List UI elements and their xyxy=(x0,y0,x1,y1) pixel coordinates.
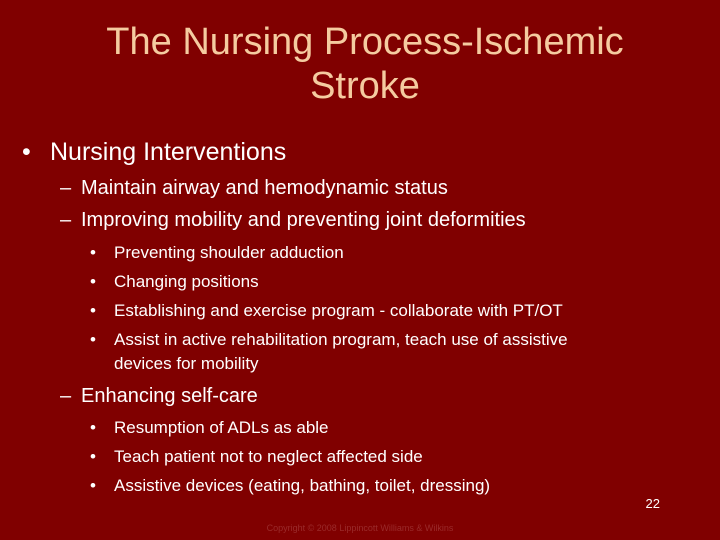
slide-title-line-1: The Nursing Process-Ischemic xyxy=(106,21,624,63)
dash-marker: – xyxy=(60,209,72,231)
bullet-marker: • xyxy=(90,301,96,320)
sub-item-text: Improving mobility and preventing joint deformities xyxy=(81,209,526,231)
slide-title-line-2: Stroke xyxy=(310,65,420,107)
bullet-marker: • xyxy=(90,272,96,291)
bullet-marker: • xyxy=(22,138,31,166)
sub-sub-item-text: Teach patient not to neglect affected side xyxy=(114,447,423,466)
sub-item-text: Enhancing self-care xyxy=(81,385,258,407)
dash-marker: – xyxy=(60,385,72,407)
sub-sub-item-text: Changing positions xyxy=(114,272,259,291)
sub-sub-item-text: Assistive devices (eating, bathing, toilet, dressing) xyxy=(114,476,491,495)
sub-sub-item-text: devices for mobility xyxy=(114,354,259,373)
page-number: 22 xyxy=(645,496,660,511)
sub-sub-item-text: Assist in active rehabilitation program, teach use of assistive xyxy=(114,330,568,349)
bullet-marker: • xyxy=(90,243,96,262)
copyright-footer: Copyright © 2008 Lippincott Williams & Wilkins xyxy=(266,523,454,533)
bullet-marker: • xyxy=(90,418,96,437)
dash-marker: – xyxy=(60,177,72,199)
bullet-text: Nursing Interventions xyxy=(50,138,287,166)
bullet-marker: • xyxy=(90,447,96,466)
sub-sub-item-text: Resumption of ADLs as able xyxy=(114,418,329,437)
sub-sub-item-text: Establishing and exercise program - collaborate with PT/OT xyxy=(114,301,563,320)
bullet-marker: • xyxy=(90,330,96,349)
bullet-marker: • xyxy=(90,476,96,495)
sub-item-text: Maintain airway and hemodynamic status xyxy=(81,177,448,199)
sub-sub-item-text: Preventing shoulder adduction xyxy=(114,243,344,262)
